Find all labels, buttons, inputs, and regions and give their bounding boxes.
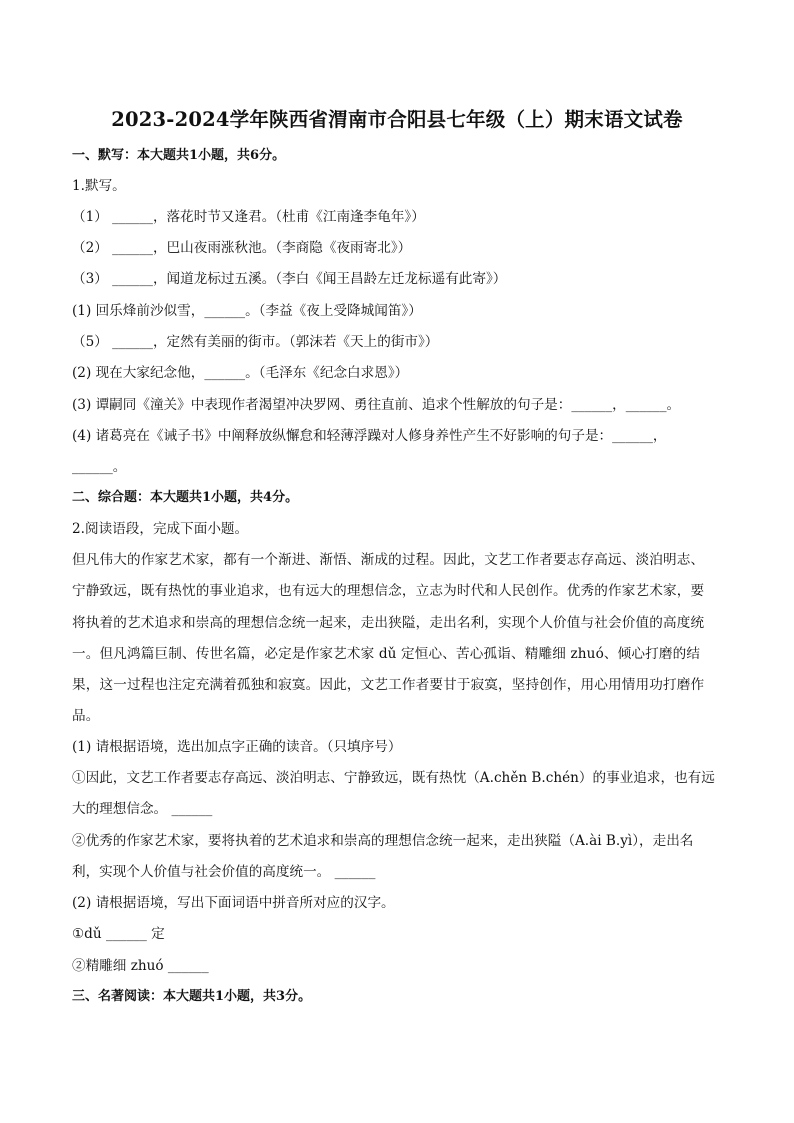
section-2-heading: 二、综合题：本大题共1小题，共4分。 (72, 490, 299, 505)
q1-item: (3) 谭嗣同《潼关》中表现作者渴望冲决罗网、勇往直前、追求个性解放的句子是：______，______。 (72, 397, 681, 413)
section-3-heading: 三、名著阅读：本大题共1小题，共3分。 (72, 989, 312, 1004)
q1-item: (4) 诸葛亮在《诫子书》中阐释放纵懈怠和轻薄浮躁对人修身养性产生不好影响的句子是：______， (72, 428, 667, 444)
page-title: 2023-2024学年陕西省渭南市合阳县七年级（上）期末语文试卷 (111, 108, 683, 131)
sub-question-1a: ①因此，文艺工作者要志存高远、淡泊明志、宁静致远，既有热忱（A.chěn B.chén）的事业追求，也有远 (72, 770, 715, 786)
sub-question-1b-cont: 利，实现个人价值与社会价值的高度统一。 ______ (72, 864, 376, 880)
q1-item: （5） ______，定然有美丽的街市。（郭沫若《天上的街市》） (72, 334, 439, 350)
q1-item: (1) 回乐烽前沙似雪，______。（李益《夜上受降城闻笛》） (72, 303, 422, 319)
passage-line: 品。 (72, 708, 100, 724)
q1-item: (2) 现在大家纪念他，______。（毛泽东《纪念白求恩》） (72, 365, 409, 381)
q1-item: （2） ______，巴山夜雨涨秋池。（李商隐《夜雨寄北》） (72, 240, 412, 256)
sub-question-2b: ②精雕细 zhuó ______ (72, 958, 209, 974)
passage-line: 果，这一过程也注定充满着孤独和寂寞。因此，文艺工作者要甘于寂寞，坚持创作，用心用情用功打磨作 (72, 677, 705, 693)
sub-question-2-stem: (2) 请根据语境，写出下面词语中拼音所对应的汉字。 (72, 895, 395, 911)
passage-line: 一。但凡鸿篇巨制、传世名篇，必定是作家艺术家 dǔ 定恒心、苦心孤诣、精雕细 zhuó、倾心打磨的结 (72, 646, 701, 662)
sub-question-1b: ②优秀的作家艺术家，要将执着的艺术追求和崇高的理想信念统一起来，走出狭隘（A.ài B.yì），走出名 (72, 833, 694, 849)
q1-item: （1） ______，落花时节又逢君。（杜甫《江南逢李龟年》） (72, 209, 425, 225)
question-1-stem: 1.默写。 (72, 178, 126, 194)
sub-question-1-stem: (1) 请根据语境，选出加点字正确的读音。（只填序号） (72, 739, 402, 755)
passage-line: 宁静致远，既有热忱的事业追求，也有远大的理想信念，立志为时代和人民创作。优秀的作家艺术家，要 (72, 583, 705, 599)
question-2-stem: 2.阅读语段，完成下面小题。 (72, 521, 249, 537)
passage-line: 将执着的艺术追求和崇高的理想信念统一起来，走出狭隘，走出名利，实现个人价值与社会价值的高度统 (72, 615, 705, 631)
passage-line: 但凡伟大的作家艺术家，都有一个渐进、渐悟、渐成的过程。因此，文艺工作者要志存高远、淡泊明志、 (72, 552, 705, 568)
section-1-heading: 一、默写：本大题共1小题，共6分。 (72, 148, 286, 163)
sub-question-2a: ①dǔ ______ 定 (72, 926, 165, 942)
q1-item: ______。 (72, 459, 127, 475)
sub-question-1a-cont: 大的理想信念。 ______ (72, 801, 213, 817)
q1-item: （3） ______，闻道龙标过五溪。（李白《闻王昌龄左迁龙标遥有此寄》） (72, 271, 507, 287)
